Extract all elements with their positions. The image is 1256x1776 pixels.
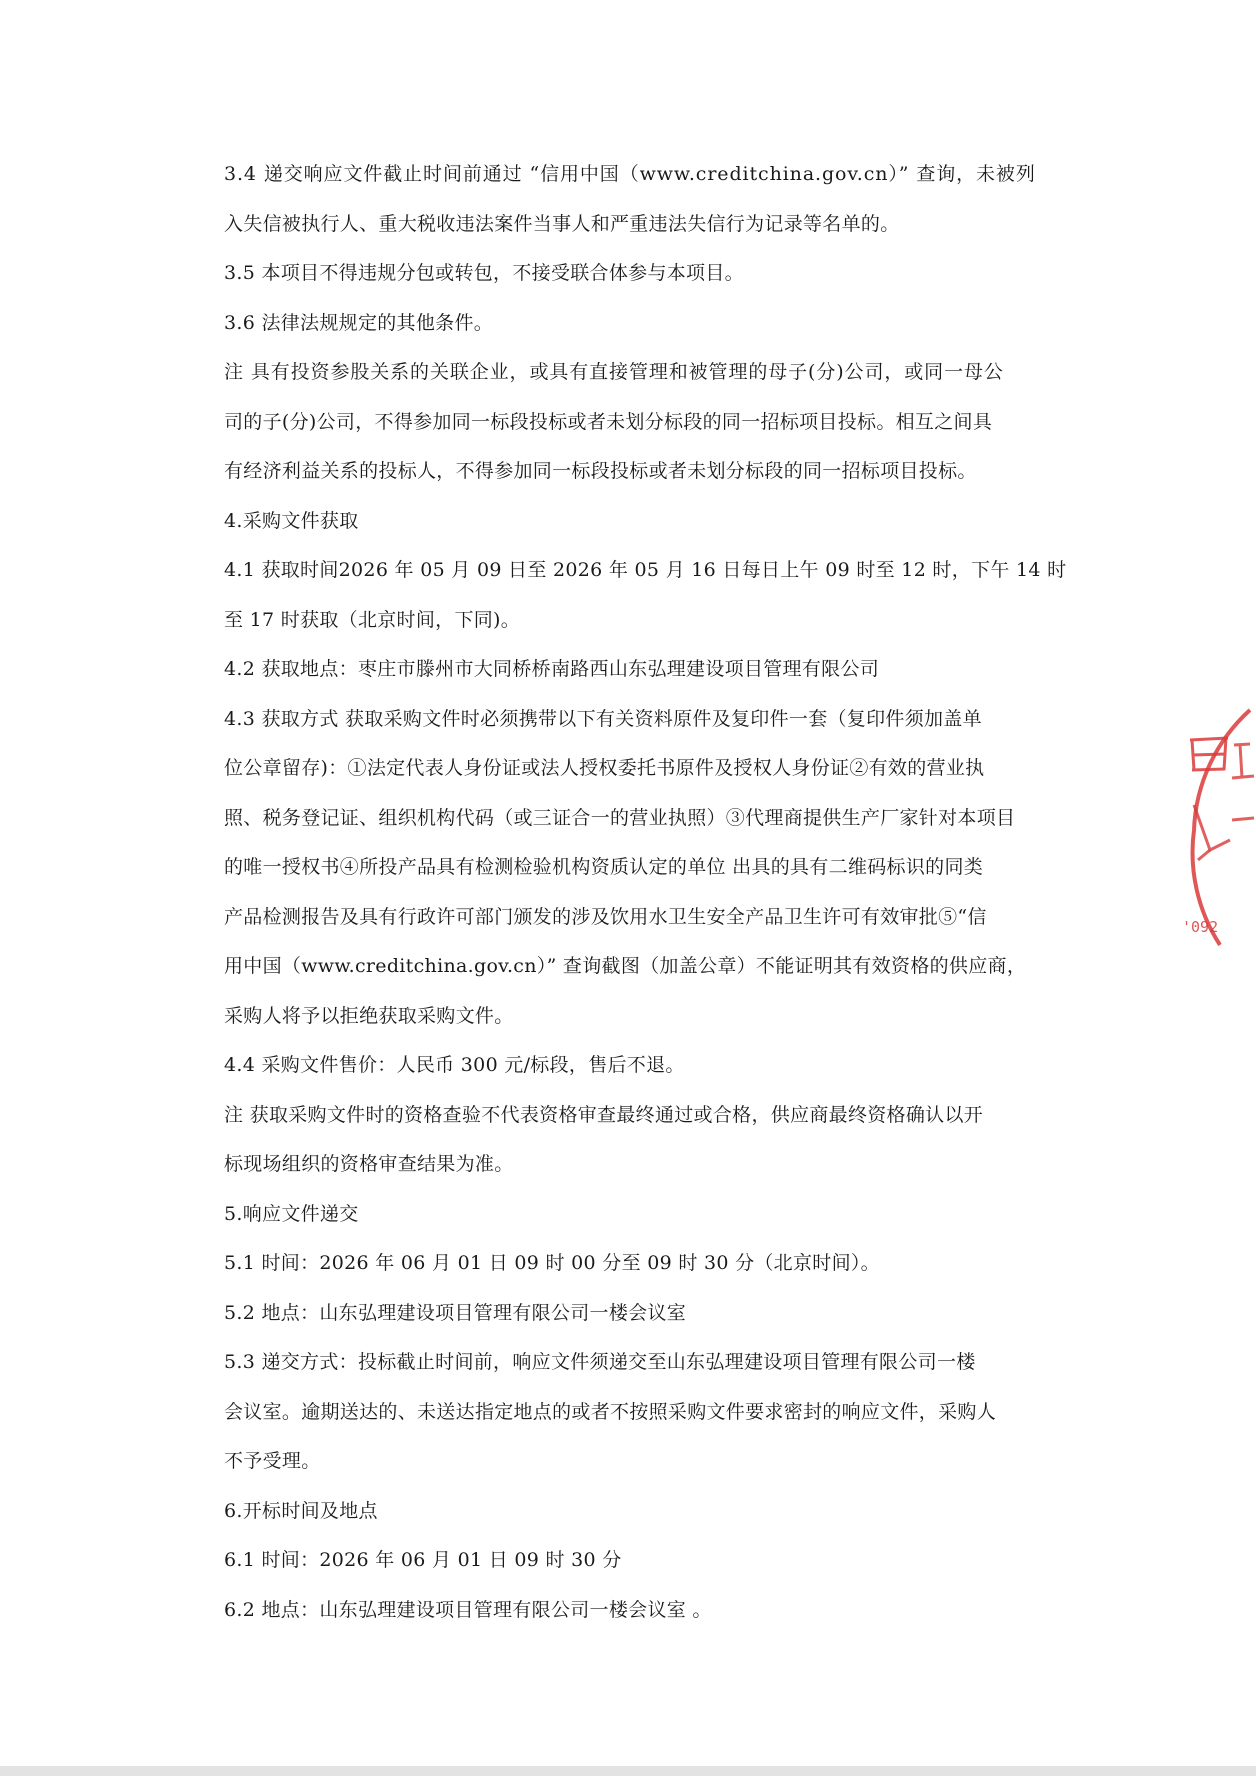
text-line: 产品检测报告及具有行政许可部门颁发的涉及饮用水卫生安全产品卫生许可有效审批⑤“信 — [224, 905, 987, 928]
text-line: 照、税务登记证、组织机构代码（或三证合一的营业执照）③代理商提供生产厂家针对本项目 — [224, 806, 1016, 829]
text-line: 3.5 本项目不得违规分包或转包，不接受联合体参与本项目。 — [224, 262, 744, 284]
text-line: 有经济利益关系的投标人，不得参加同一标段投标或者未划分标段的同一招标项目投标。 — [224, 460, 977, 482]
text-line: 不予受理。 — [224, 1450, 321, 1472]
text-line: 5.1 时间：2026 年 06 月 01 日 09 时 00 分至 09 时 30 分（北京时间）。 — [224, 1252, 880, 1274]
document-body — [224, 150, 1067, 1635]
text-line: 采购人将予以拒绝获取采购文件。 — [224, 1004, 514, 1027]
stamp-number-text: '092 — [1182, 918, 1219, 936]
text-line: 会议室。逾期送达的、未送达指定地点的或者不按照采购文件要求密封的响应文件，采购人 — [224, 1400, 997, 1423]
text-line: 5.3 递交方式：投标截止时间前，响应文件须递交至山东弘理建设项目管理有限公司一楼 — [224, 1351, 976, 1373]
section-heading: 4.采购文件获取 — [224, 509, 359, 532]
text-line: 6.2 地点：山东弘理建设项目管理有限公司一楼会议室 。 — [224, 1598, 712, 1621]
page-bottom-edge — [0, 1766, 1256, 1776]
text-line: 5.2 地点：山东弘理建设项目管理有限公司一楼会议室 — [224, 1301, 687, 1324]
text-line: 注 获取采购文件时的资格查验不代表资格审查最终通过或合格，供应商最终资格确认以开 — [224, 1103, 984, 1126]
text-line: 4.3 获取方式 获取采购文件时必须携带以下有关资料原件及复印件一套（复印件须加盖单 — [224, 707, 982, 730]
text-line: 4.1 获取时间2026 年 05 月 09 日至 2026 年 05 月 16 日每日上午 09 时至 12 时，下午 14 时 — [224, 559, 1067, 581]
text-line: 标现场组织的资格审查结果为准。 — [224, 1153, 514, 1175]
text-line: 4.4 采购文件售价：人民币 300 元/标段，售后不退。 — [224, 1054, 685, 1076]
text-line: 4.2 获取地点：枣庄市滕州市大同桥桥南路西山东弘理建设项目管理有限公司 — [224, 658, 880, 680]
section-heading: 6.开标时间及地点 — [224, 1499, 378, 1522]
seal-stamp-fragment — [1170, 700, 1256, 960]
text-line: 注 具有投资参股关系的关联企业，或具有直接管理和被管理的母子(分)公司，或同一母公 — [224, 361, 1004, 383]
text-line: 3.4 递交响应文件截止时间前通过 “信用中国（www.creditchina.gov.cn）” 查询，未被列 — [224, 163, 1036, 185]
text-line: 3.6 法律法规规定的其他条件。 — [224, 311, 494, 334]
section-heading: 5.响应文件递交 — [224, 1202, 359, 1225]
text-line: 至 17 时获取（北京时间，下同)。 — [224, 608, 521, 631]
text-line: 的唯一授权书④所投产品具有检测检验机构资质认定的单位 出具的具有二维码标识的同类 — [224, 856, 984, 878]
text-line: 入失信被执行人、重大税收违法案件当事人和严重违法失信行为记录等名单的。 — [224, 212, 900, 235]
text-line: 位公章留存)：①法定代表人身份证或法人授权委托书原件及授权人身份证②有效的营业执 — [224, 757, 985, 779]
text-line: 6.1 时间：2026 年 06 月 01 日 09 时 30 分 — [224, 1549, 622, 1571]
text-line: 司的子(分)公司，不得参加同一标段投标或者未划分标段的同一招标项目投标。相互之间具 — [224, 410, 993, 433]
text-line: 用中国（www.creditchina.gov.cn）” 查询截图（加盖公章）不能证明其有效资格的供应商， — [224, 955, 1027, 977]
